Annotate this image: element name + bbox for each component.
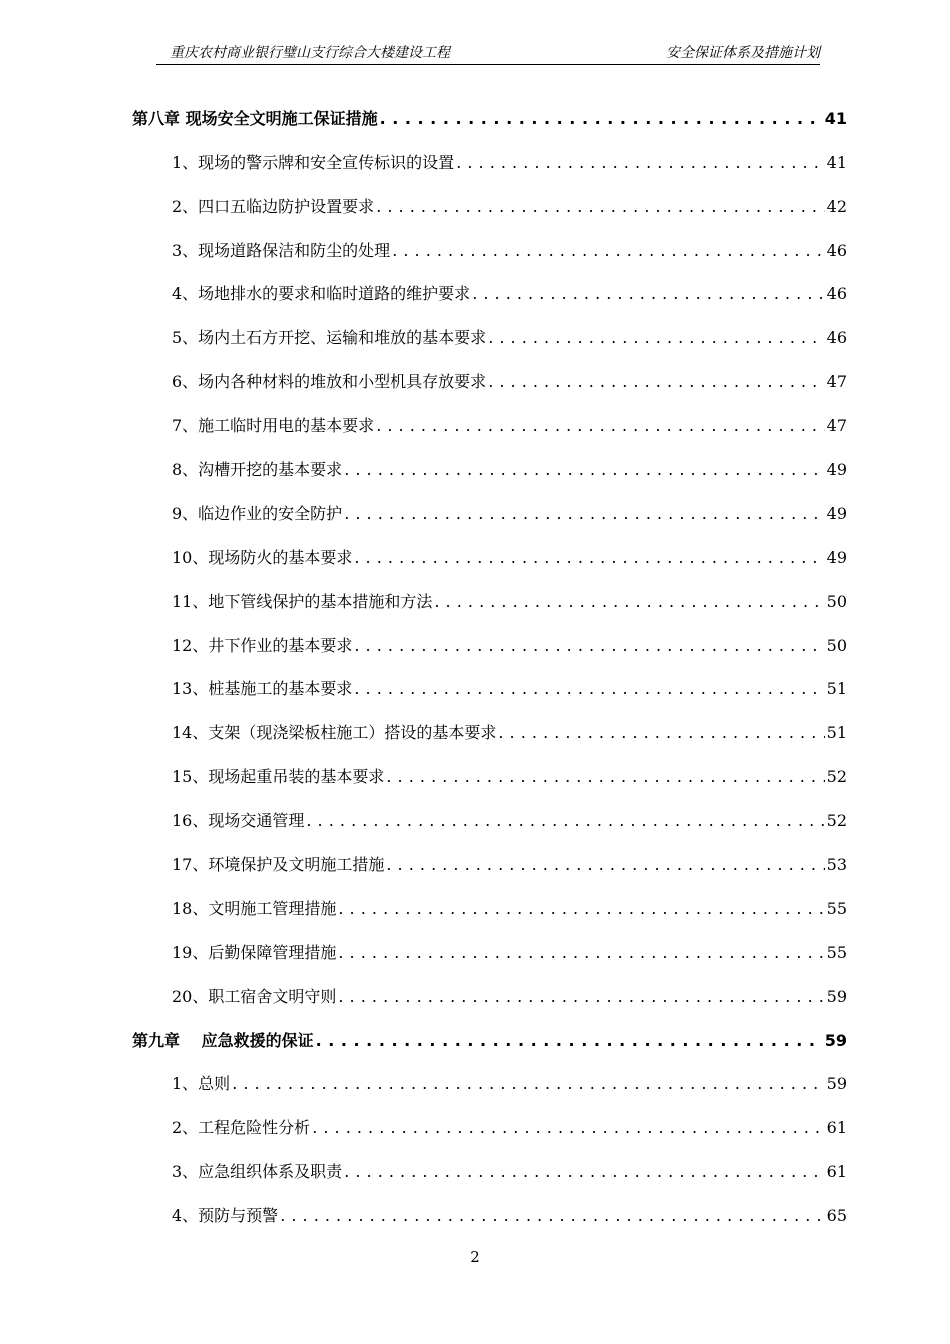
toc-entry-title: 15、现场起重吊装的基本要求 (172, 767, 385, 787)
toc-item-entry[interactable] (132, 481, 847, 525)
toc-entry-page: 59 (826, 986, 847, 1006)
toc-chapter-entry[interactable] (132, 1008, 847, 1052)
page-header (156, 44, 820, 65)
toc-item-entry[interactable] (132, 920, 847, 964)
toc-item-entry[interactable] (132, 876, 847, 920)
toc-entry-title: 5、场内土石方开挖、运输和堆放的基本要求 (172, 328, 487, 348)
toc-entry-title: 17、环境保护及文明施工措施 (172, 855, 385, 875)
toc-entry-title: 7、施工临时用电的基本要求 (172, 416, 375, 436)
toc-entry-title: 第九章 应急救援的保证 (132, 1030, 314, 1050)
toc-dot-leader (354, 678, 824, 700)
toc-item-entry[interactable] (132, 130, 847, 174)
toc-entry-title: 4、场地排水的要求和临时道路的维护要求 (172, 284, 471, 304)
toc-entry-page: 47 (826, 416, 847, 436)
toc-chapter-entry[interactable] (132, 86, 847, 130)
toc-entry-page: 55 (826, 898, 847, 918)
toc-entry-title: 3、应急组织体系及职责 (172, 1162, 343, 1182)
toc-dot-leader (338, 898, 824, 920)
toc-entry-page: 46 (826, 284, 847, 304)
toc-dot-leader (338, 942, 824, 964)
toc-item-entry[interactable] (132, 613, 847, 657)
toc-entry-page: 59 (826, 1074, 847, 1094)
toc-item-entry[interactable] (132, 657, 847, 701)
toc-entry-title: 10、现场防火的基本要求 (172, 547, 353, 567)
toc-entry-title: 19、后勤保障管理措施 (172, 942, 337, 962)
toc-entry-page: 61 (826, 1162, 847, 1182)
toc-item-entry[interactable] (132, 174, 847, 218)
toc-dot-leader (488, 371, 824, 393)
toc-dot-leader (392, 240, 824, 262)
toc-item-entry[interactable] (132, 744, 847, 788)
toc-dot-leader (488, 327, 824, 349)
toc-entry-page: 55 (826, 942, 847, 962)
toc-dot-leader (344, 503, 824, 525)
toc-item-entry[interactable] (132, 437, 847, 481)
toc-entry-title: 14、支架（现浇梁板柱施工）搭设的基本要求 (172, 723, 497, 743)
toc-dot-leader (386, 766, 824, 788)
toc-dot-leader (376, 196, 824, 218)
toc-entry-page: 49 (826, 460, 847, 480)
toc-entry-title: 第八章 现场安全文明施工保证措施 (132, 108, 378, 128)
toc-item-entry[interactable] (132, 1052, 847, 1096)
toc-entry-title: 6、场内各种材料的堆放和小型机具存放要求 (172, 372, 487, 392)
toc-dot-leader (338, 986, 824, 1008)
toc-dot-leader (380, 108, 823, 130)
toc-entry-page: 61 (826, 1118, 847, 1138)
toc-entry-page: 49 (826, 503, 847, 523)
toc-item-entry[interactable] (132, 305, 847, 349)
toc-entry-title: 3、现场道路保洁和防尘的处理 (172, 240, 391, 260)
toc-entry-page: 47 (826, 372, 847, 392)
toc-entry-page: 41 (826, 152, 847, 172)
toc-item-entry[interactable] (132, 1095, 847, 1139)
toc-entry-page: 51 (826, 679, 847, 699)
toc-entry-title: 2、四口五临边防护设置要求 (172, 196, 375, 216)
toc-dot-leader (312, 1117, 824, 1139)
toc-entry-page: 46 (826, 328, 847, 348)
toc-item-entry[interactable] (132, 393, 847, 437)
toc-dot-leader (376, 415, 824, 437)
toc-entry-page: 52 (826, 811, 847, 831)
toc-entry-page: 41 (824, 108, 847, 128)
toc-entry-title: 1、总则 (172, 1074, 231, 1094)
toc-dot-leader (354, 547, 824, 569)
toc-item-entry[interactable] (132, 569, 847, 613)
toc-entry-page: 42 (826, 196, 847, 216)
toc-entry-page: 50 (826, 635, 847, 655)
toc-dot-leader (434, 591, 824, 613)
toc-item-entry[interactable] (132, 700, 847, 744)
toc-item-entry[interactable] (132, 525, 847, 569)
toc-item-entry[interactable] (132, 1183, 847, 1227)
toc-entry-page: 50 (826, 591, 847, 611)
toc-entry-page: 59 (824, 1030, 847, 1050)
toc-item-entry[interactable] (132, 964, 847, 1008)
toc-dot-leader (232, 1073, 824, 1095)
toc-entry-title: 2、工程危险性分析 (172, 1118, 311, 1138)
toc-dot-leader (344, 459, 824, 481)
toc-entry-title: 9、临边作业的安全防护 (172, 503, 343, 523)
toc-dot-leader (354, 635, 824, 657)
toc-entry-title: 11、地下管线保护的基本措施和方法 (172, 591, 433, 611)
toc-dot-leader (456, 152, 824, 174)
toc-entry-page: 51 (826, 723, 847, 743)
header-project-title: 重庆农村商业银行璧山支行综合大楼建设工程 (170, 45, 450, 61)
toc-item-entry[interactable] (132, 349, 847, 393)
toc-entry-title: 13、桩基施工的基本要求 (172, 679, 353, 699)
toc-entry-page: 52 (826, 767, 847, 787)
header-section-title: 安全保证体系及措施计划 (666, 45, 820, 61)
toc-dot-leader (316, 1030, 823, 1052)
toc-item-entry[interactable] (132, 1139, 847, 1183)
toc-dot-leader (280, 1205, 824, 1227)
toc-entry-title: 12、井下作业的基本要求 (172, 635, 353, 655)
toc-dot-leader (306, 810, 824, 832)
toc-entry-page: 46 (826, 240, 847, 260)
toc-item-entry[interactable] (132, 788, 847, 832)
toc-entry-page: 53 (826, 855, 847, 875)
toc-entry-title: 16、现场交通管理 (172, 811, 305, 831)
toc-entry-page: 65 (826, 1206, 847, 1226)
toc-item-entry[interactable] (132, 218, 847, 262)
toc-item-entry[interactable] (132, 262, 847, 306)
toc-dot-leader (472, 283, 824, 305)
toc-dot-leader (386, 854, 824, 876)
toc-entry-title: 8、沟槽开挖的基本要求 (172, 460, 343, 480)
toc-entry-title: 4、预防与预警 (172, 1206, 279, 1226)
toc-entry-title: 18、文明施工管理措施 (172, 898, 337, 918)
toc-entry-page: 49 (826, 547, 847, 567)
toc-dot-leader (344, 1161, 824, 1183)
toc-entry-title: 1、现场的警示牌和安全宣传标识的设置 (172, 152, 455, 172)
toc-entry-title: 20、职工宿舍文明守则 (172, 986, 337, 1006)
table-of-contents (132, 86, 847, 1227)
page-number: 2 (470, 1248, 480, 1266)
toc-item-entry[interactable] (132, 832, 847, 876)
toc-dot-leader (498, 722, 824, 744)
